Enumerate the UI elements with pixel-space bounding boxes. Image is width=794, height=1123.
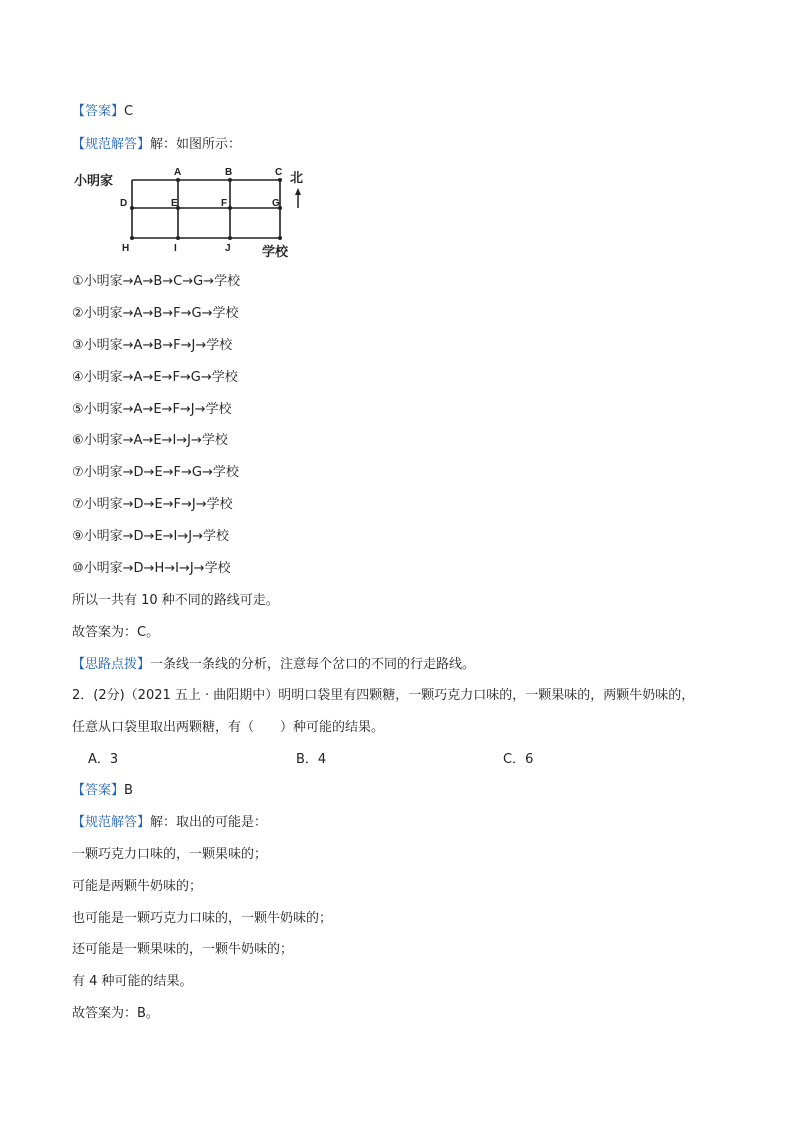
hint-tag: 【思路点拨】 (72, 657, 151, 672)
point-g-label: G (272, 198, 280, 209)
answer-value: C (124, 104, 134, 119)
q1-explain-line (72, 136, 241, 154)
school-label: 学校 (262, 244, 289, 259)
q1-conclusion: 故答案为：C。 (72, 625, 160, 640)
route-item: ②小明家→A→B→F→G→学校 (72, 306, 239, 321)
q1-answer-line (72, 103, 133, 121)
q2-stem-line2: 任意从口袋里取出两颗糖，有（ ）种可能的结果。 (72, 720, 385, 735)
answer-tag: 【答案】 (72, 783, 125, 798)
route-item: ①小明家→A→B→C→G→学校 (72, 274, 241, 289)
explain-intro: 解：如图所示： (150, 137, 242, 152)
point-e-label: E (171, 198, 178, 209)
q2-explain-item: 还可能是一颗果味的，一颗牛奶味的； (72, 942, 294, 957)
q2-conclusion: 故答案为：B。 (72, 1006, 159, 1021)
route-item: ⑨小明家→D→E→I→J→学校 (72, 529, 230, 544)
route-item: ⑥小明家→A→E→I→J→学校 (72, 433, 228, 448)
route-item: ③小明家→A→B→F→J→学校 (72, 338, 233, 353)
q2-explain-item: 可能是两颗牛奶味的； (72, 879, 203, 894)
point-i-label: I (174, 243, 177, 254)
route-item: ④小明家→A→E→F→G→学校 (72, 370, 238, 385)
home-label: 小明家 (74, 173, 114, 188)
point-a-label: A (174, 167, 182, 178)
explain-tag: 【规范解答】 (72, 815, 151, 830)
route-item: ⑩小明家→D→H→I→J→学校 (72, 561, 231, 576)
hint-text: 一条线一条线的分析，注意每个岔口的不同的行走路线。 (150, 657, 476, 672)
choice-b: B．4 (296, 752, 327, 767)
explain-intro: 解：取出的可能是： (150, 815, 268, 830)
road-nodes (130, 178, 282, 240)
point-c-label: C (275, 167, 283, 178)
route-item: ⑦小明家→D→E→F→J→学校 (72, 497, 233, 512)
road-grid (132, 180, 280, 238)
q2-explain-item: 一颗巧克力口味的，一颗果味的； (72, 847, 268, 862)
answer-tag: 【答案】 (72, 104, 125, 119)
q2-explain-item: 有 4 种可能的结果。 (72, 974, 193, 989)
q1-hint-line (72, 656, 475, 674)
q2-answer-line (72, 782, 133, 800)
explain-tag: 【规范解答】 (72, 137, 151, 152)
north-arrow-icon (295, 188, 301, 208)
point-b-label: B (225, 167, 233, 178)
q2-stem-line1: 2．(2分)（2021 五上 · 曲阳期中）明明口袋里有四颗糖，一颗巧克力口味的，一颗果味的，两颗牛奶味的， (72, 688, 695, 703)
north-label: 北 (290, 170, 304, 185)
choice-a: A．3 (88, 752, 119, 767)
point-f-label: F (221, 198, 228, 209)
point-h-label: H (122, 243, 130, 254)
point-j-label: J (225, 243, 231, 254)
route-item: ⑤小明家→A→E→F→J→学校 (72, 402, 232, 417)
choice-c: C．6 (503, 752, 534, 767)
q1-total: 所以一共有 10 种不同的路线可走。 (72, 593, 279, 608)
q2-explain-item: 也可能是一颗巧克力口味的，一颗牛奶味的； (72, 911, 333, 926)
route-item: ⑦小明家→D→E→F→G→学校 (72, 465, 239, 480)
q2-explain-line (72, 814, 267, 832)
point-d-label: D (120, 198, 128, 209)
route-diagram (72, 160, 322, 262)
answer-value: B (124, 783, 133, 798)
